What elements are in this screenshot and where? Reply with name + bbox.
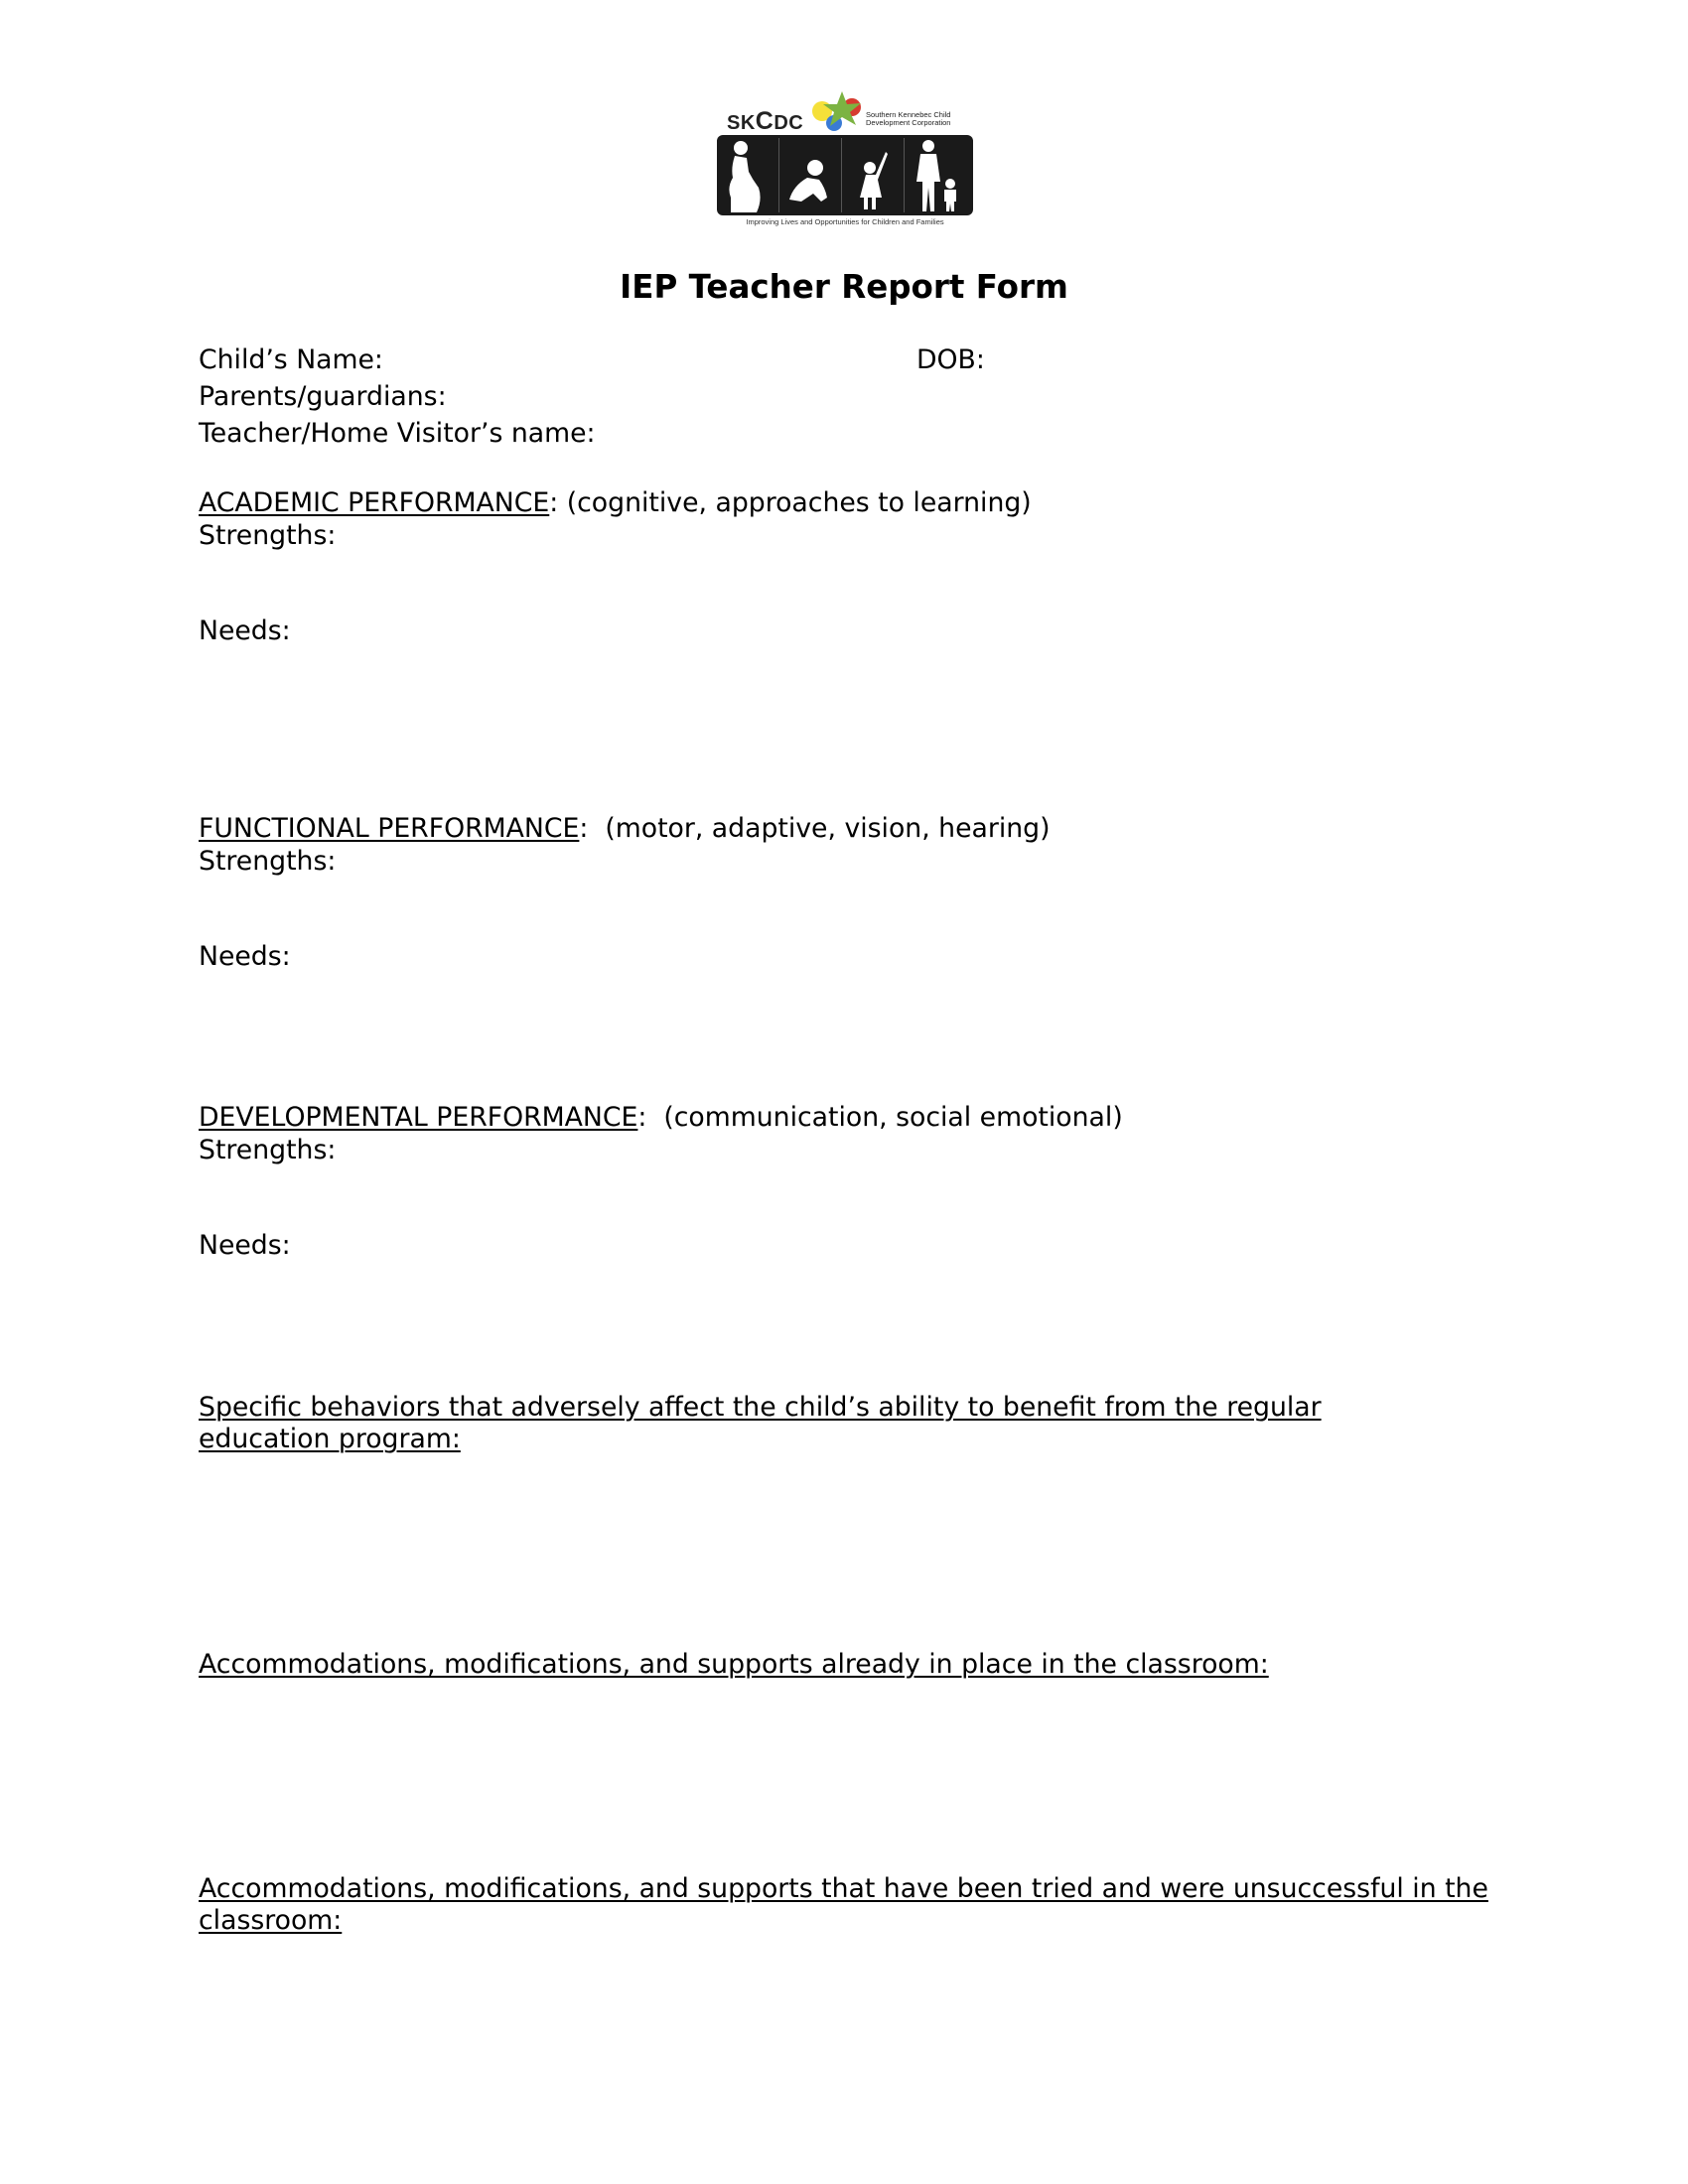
crawling-baby-icon: [779, 138, 841, 212]
teacher-home-visitor-label: Teacher/Home Visitor’s name:: [199, 418, 596, 449]
girl-kite-panel: [842, 138, 905, 212]
star-balloons-icon: [812, 89, 872, 137]
pregnant-woman-icon: [717, 138, 778, 212]
adverse-behaviors-question: Specific behaviors that adversely affect the child’s ability to benefit from the regular education program:: [199, 1392, 1322, 1454]
logo-silhouette-band: [717, 135, 973, 215]
logo-organization-name: Southern Kennebec Child Development Corporation: [866, 110, 951, 127]
page-title: IEP Teacher Report Form: [620, 268, 1068, 306]
adult-with-child-icon: [905, 138, 973, 212]
pregnant-woman-panel: [717, 138, 779, 212]
functional-needs-label: Needs:: [199, 941, 291, 972]
logo-header: [717, 95, 973, 135]
logo-abbreviation: SKCDC: [727, 107, 804, 135]
functional-strengths-label: Strengths:: [199, 846, 337, 877]
crawling-baby-panel: [779, 138, 842, 212]
section-heading-text: FUNCTIONAL PERFORMANCE: [199, 813, 580, 844]
skcdc-logo: [717, 95, 973, 232]
academic-needs-label: Needs:: [199, 615, 291, 646]
girl-kite-icon: [842, 138, 904, 212]
adult-child-panel: [905, 138, 973, 212]
dob-label: DOB:: [916, 344, 985, 375]
section-description: : (cognitive, approaches to learning): [549, 487, 1032, 518]
functional-performance-heading: [199, 812, 1051, 845]
accommodations-in-place-question: Accommodations, modifications, and supports already in place in the classroom:: [199, 1649, 1269, 1680]
section-description: : (communication, social emotional): [637, 1102, 1123, 1133]
parents-guardians-label: Parents/guardians:: [199, 381, 447, 412]
section-heading-text: ACADEMIC PERFORMANCE: [199, 487, 550, 518]
academic-performance-heading: [199, 486, 1032, 519]
academic-strengths-label: Strengths:: [199, 520, 337, 551]
logo-tagline: Improving Lives and Opportunities for Children and Families: [746, 217, 944, 226]
section-heading-text: DEVELOPMENTAL PERFORMANCE: [199, 1102, 638, 1133]
developmental-performance-heading: [199, 1101, 1123, 1134]
accommodations-unsuccessful-question: Accommodations, modifications, and supports that have been tried and were unsuccessful in the classroom:: [199, 1873, 1488, 1936]
developmental-needs-label: Needs:: [199, 1230, 291, 1261]
child-name-label: Child’s Name:: [199, 344, 383, 375]
section-description: : (motor, adaptive, vision, hearing): [579, 813, 1051, 844]
developmental-strengths-label: Strengths:: [199, 1135, 337, 1165]
